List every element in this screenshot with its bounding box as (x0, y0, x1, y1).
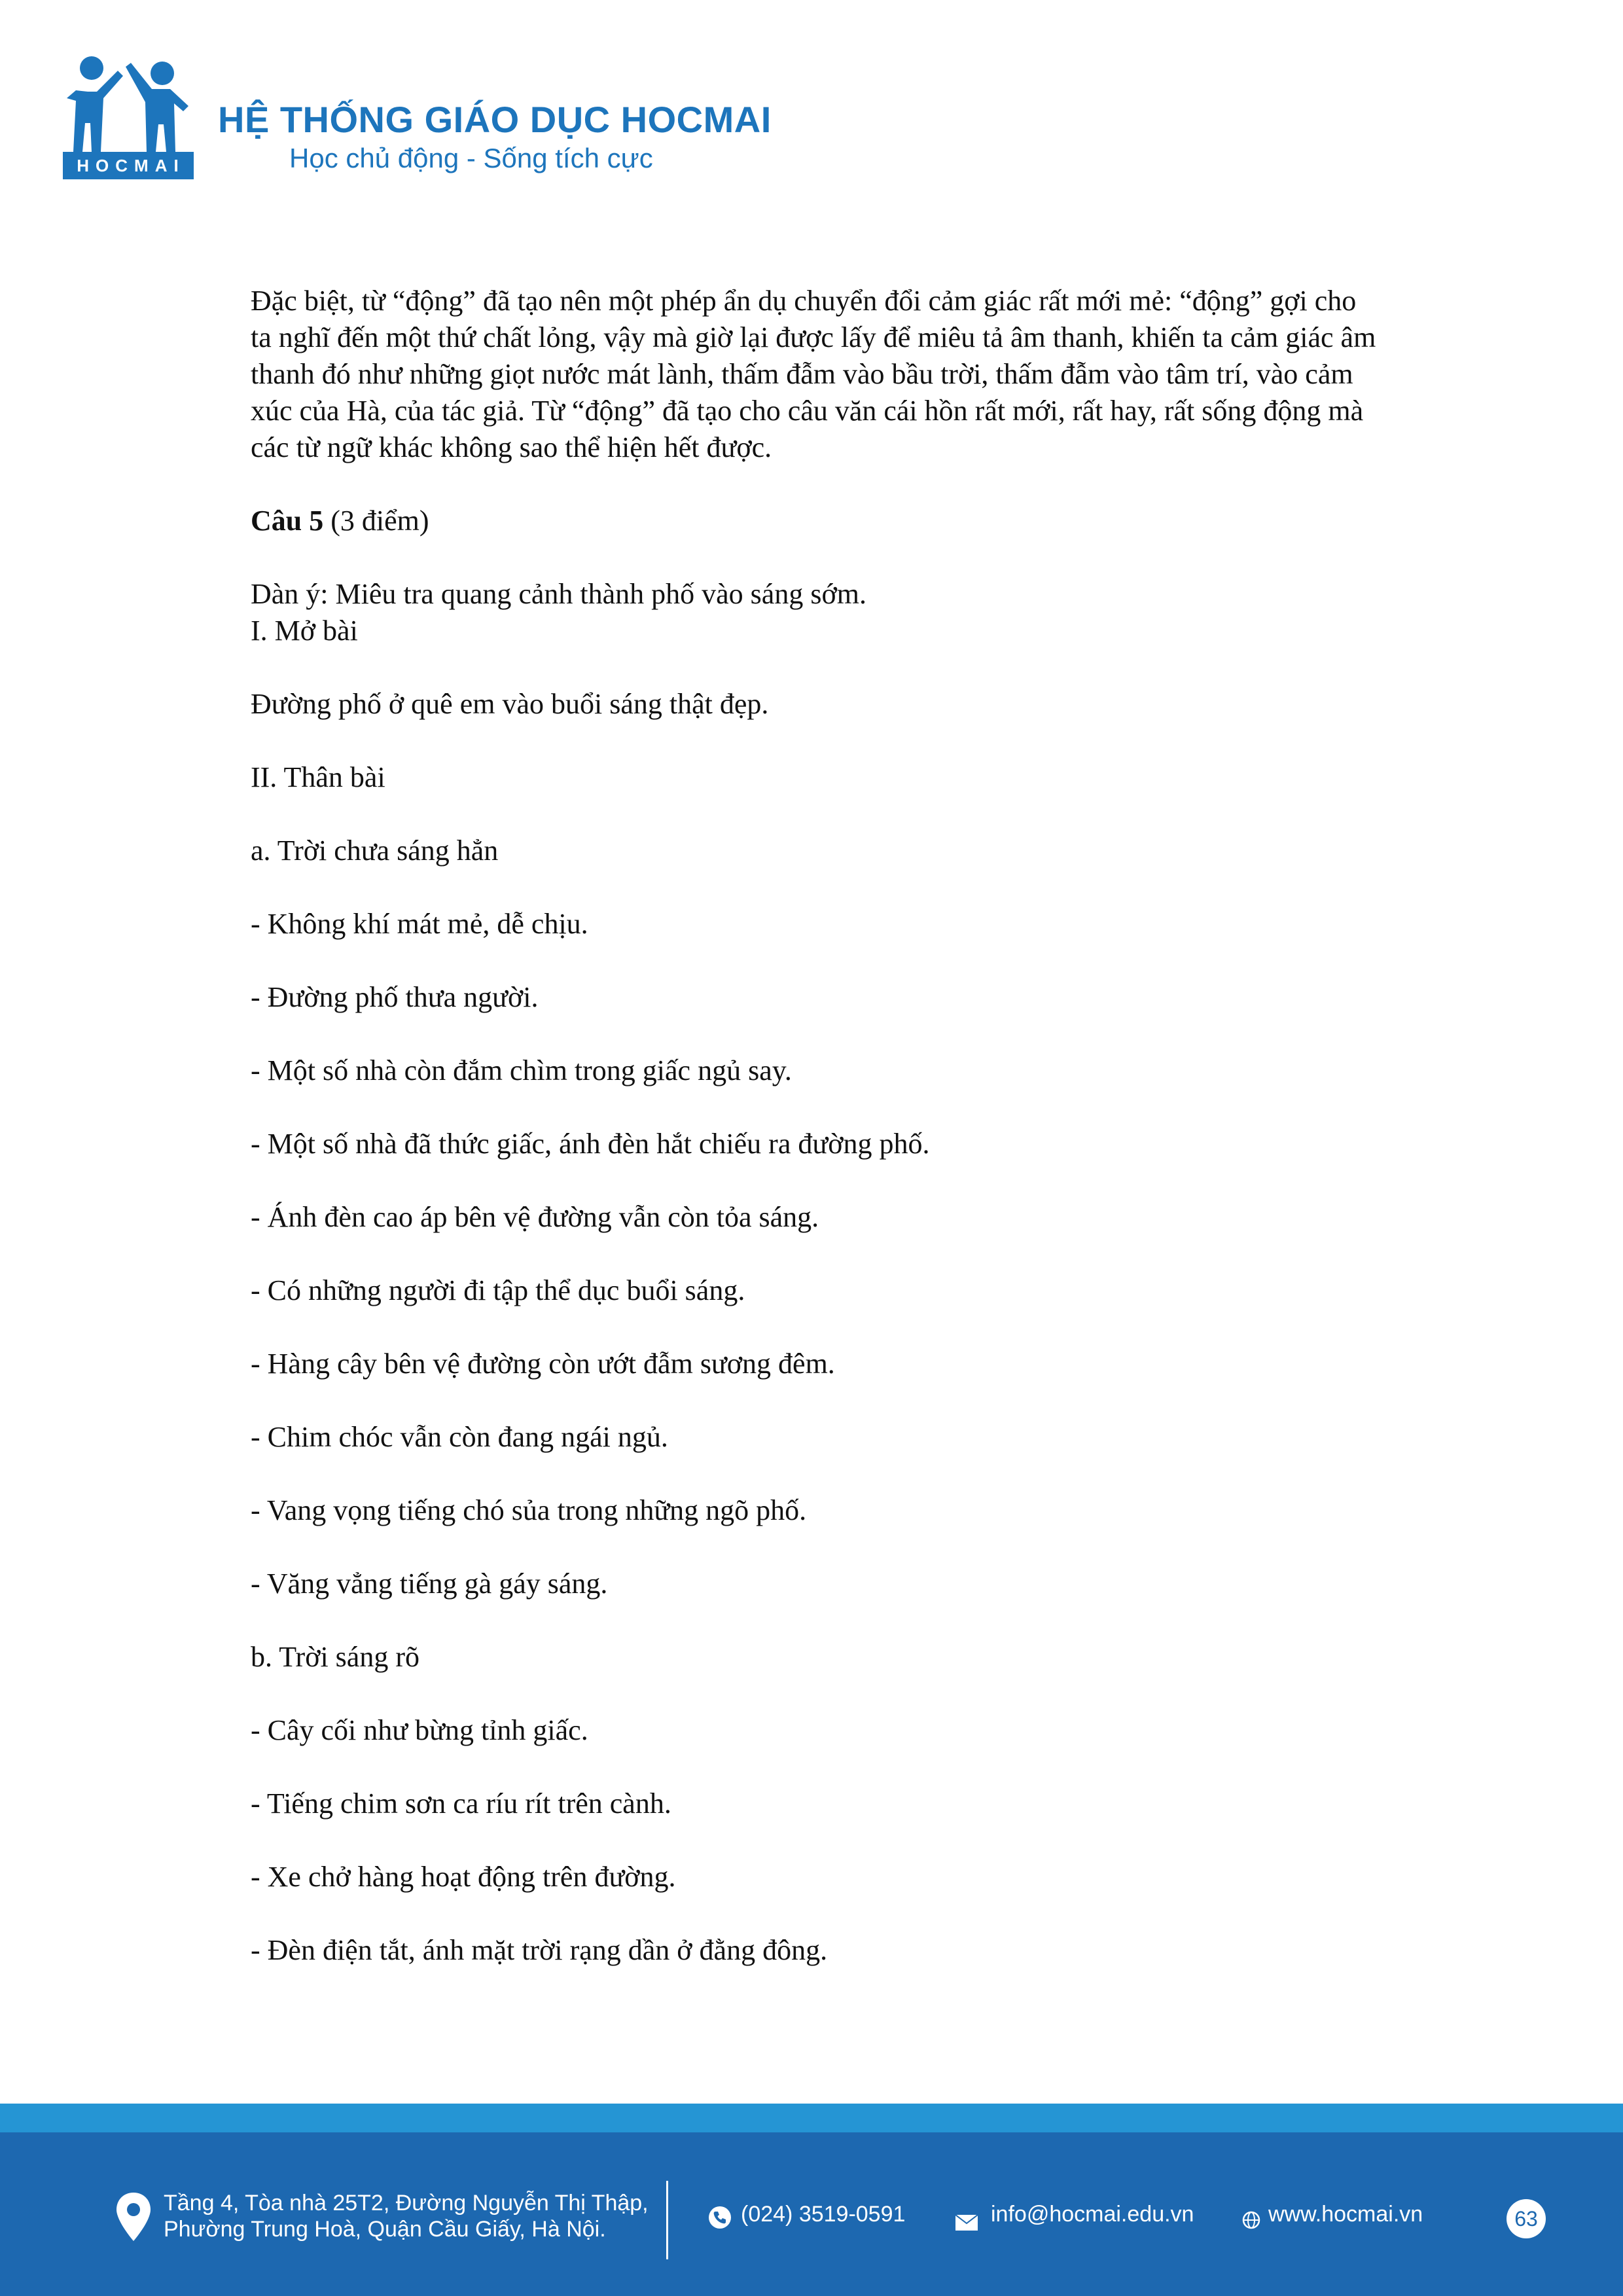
section-heading-1: I. Mở bài (251, 615, 358, 647)
phone-icon (708, 2206, 732, 2235)
page-number: 63 (1507, 2199, 1546, 2238)
intro-paragraph: Đặc biệt, từ “động” đã tạo nên một phép ẩn dụ chuyển đổi cảm giác rất mới mẻ: “động” gợi cho ta nghĩ đến một thứ chất lỏng, vậy mà giờ lại được lấy để miêu tả âm thanh, khiến ta cảm giác âm thanh đó như những giọt nước mát lành, thấm đẫm vào bầu trời, thấm đẫm vào tâm trí, vào cảm xúc của Hà, của tác giả. Từ “động” đã tạo cho câu văn cái hồn rất mới, rất hay, rất sống động mà các từ ngữ khác không sao thể hiện hết được. (251, 285, 1376, 463)
list-item: - Một số nhà còn đắm chìm trong giấc ngủ say. (251, 1054, 792, 1086)
document-body (251, 283, 1376, 1969)
list-item: - Không khí mát mẻ, dễ chịu. (251, 908, 588, 940)
logo-wordmark: HOCMAI (63, 152, 194, 179)
question-label: Câu 5 (251, 505, 324, 537)
footer (0, 2132, 1623, 2296)
list-item: - Đường phố thưa người. (251, 981, 539, 1013)
section-1-text: Đường phố ở quê em vào buổi sáng thật đẹp. (251, 688, 769, 720)
list-item: - Hàng cây bên vệ đường còn ướt đẫm sương đêm. (251, 1348, 835, 1380)
people-logo-icon (63, 51, 194, 153)
brand-title: HỆ THỐNG GIÁO DỤC HOCMAI (218, 99, 772, 140)
part-a-heading: a. Trời chưa sáng hẳn (251, 834, 499, 867)
footer-phone[interactable]: (024) 3519-0591 (741, 2202, 906, 2227)
list-item: - Có những người đi tập thể dục buổi sáng. (251, 1274, 745, 1306)
footer-stripe (0, 2104, 1623, 2132)
list-item: - Ánh đèn cao áp bên vệ đường vẫn còn tỏa sáng. (251, 1201, 819, 1233)
footer-divider (666, 2181, 668, 2259)
address-line-2: Phường Trung Hoà, Quận Cầu Giấy, Hà Nội. (164, 2217, 606, 2242)
location-pin-icon (116, 2193, 151, 2247)
footer-email[interactable]: info@hocmai.edu.vn (991, 2202, 1194, 2227)
list-item: - Vang vọng tiếng chó sủa trong những ngõ phố. (251, 1494, 807, 1526)
list-item: - Đèn điện tắt, ánh mặt trời rạng dần ở đằng đông. (251, 1934, 828, 1966)
list-item: - Chim chóc vẫn còn đang ngái ngủ. (251, 1421, 668, 1453)
footer-address (164, 2190, 649, 2242)
section-heading-2: II. Thân bài (251, 761, 385, 793)
list-item: - Một số nhà đã thức giấc, ánh đèn hắt chiếu ra đường phố. (251, 1128, 930, 1160)
address-line-1: Tầng 4, Tòa nhà 25T2, Đường Nguyễn Thị Thập, (164, 2191, 649, 2215)
question-heading (251, 503, 1376, 539)
list-item: - Xe chở hàng hoạt động trên đường. (251, 1861, 676, 1893)
globe-icon (1242, 2210, 1260, 2235)
brand-slogan: Học chủ động - Sống tích cực (289, 143, 653, 173)
list-item: - Văng vẳng tiếng gà gáy sáng. (251, 1568, 608, 1600)
list-item: - Cây cối như bừng tỉnh giấc. (251, 1714, 588, 1746)
question-points: (3 điểm) (323, 505, 429, 537)
mail-icon (955, 2211, 978, 2236)
outline-label: Dàn ý: Miêu tra quang cảnh thành phố vào sáng sớm. (251, 578, 866, 610)
hocmai-logo (63, 51, 194, 179)
part-b-heading: b. Trời sáng rõ (251, 1641, 419, 1673)
footer-website[interactable]: www.hocmai.vn (1268, 2202, 1423, 2227)
list-item: - Tiếng chim sơn ca ríu rít trên cành. (251, 1787, 671, 1820)
